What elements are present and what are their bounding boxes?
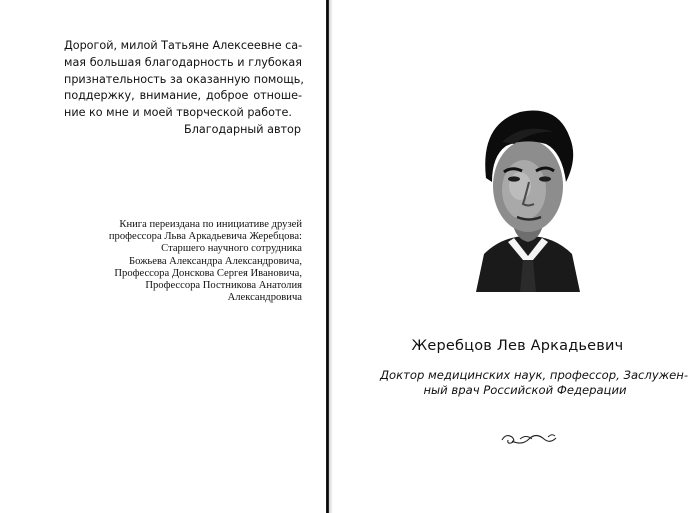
credit-line: Божьева Александра Александровича, (128, 255, 302, 267)
credentials-line: Доктор медицинских наук, профессор, Заслужен- (380, 368, 689, 382)
gutter-shadow (329, 0, 333, 513)
dedication-text (64, 38, 302, 122)
author-credentials (380, 368, 689, 399)
flourish-ornament-icon (498, 430, 560, 448)
dedication-line: ние ко мне и моей творческой работе. (64, 106, 292, 120)
author-signature: Благодарный автор (184, 123, 301, 136)
author-portrait (462, 86, 594, 292)
author-name: Жеребцов Лев Аркадьевич (411, 338, 624, 354)
credit-line: Профессора Донскова Сергея Ивановича, (114, 267, 302, 279)
credentials-line: ный врач Российской Федерации (423, 383, 627, 398)
dedication-line: Дорогой, милой Татьяне Алексеевне са- (64, 39, 303, 52)
credit-line: профессора Льва Аркадьевича Жеребцова: (108, 231, 302, 243)
credit-line: Профессора Постникова Анатолия (145, 280, 302, 292)
credit-line: Книга переиздана по инициативе друзей (119, 219, 302, 230)
reprint-credits (62, 219, 302, 304)
credit-line: Александровича (227, 292, 302, 304)
dedication-line: мая большая благодарность и глубокая (64, 55, 302, 69)
dedication-line: поддержку, внимание, доброе отноше- (64, 89, 302, 103)
dedication-line: признательность за оказанную помощь, (64, 72, 304, 86)
credit-line: Старшего научного сотрудника (161, 243, 302, 255)
